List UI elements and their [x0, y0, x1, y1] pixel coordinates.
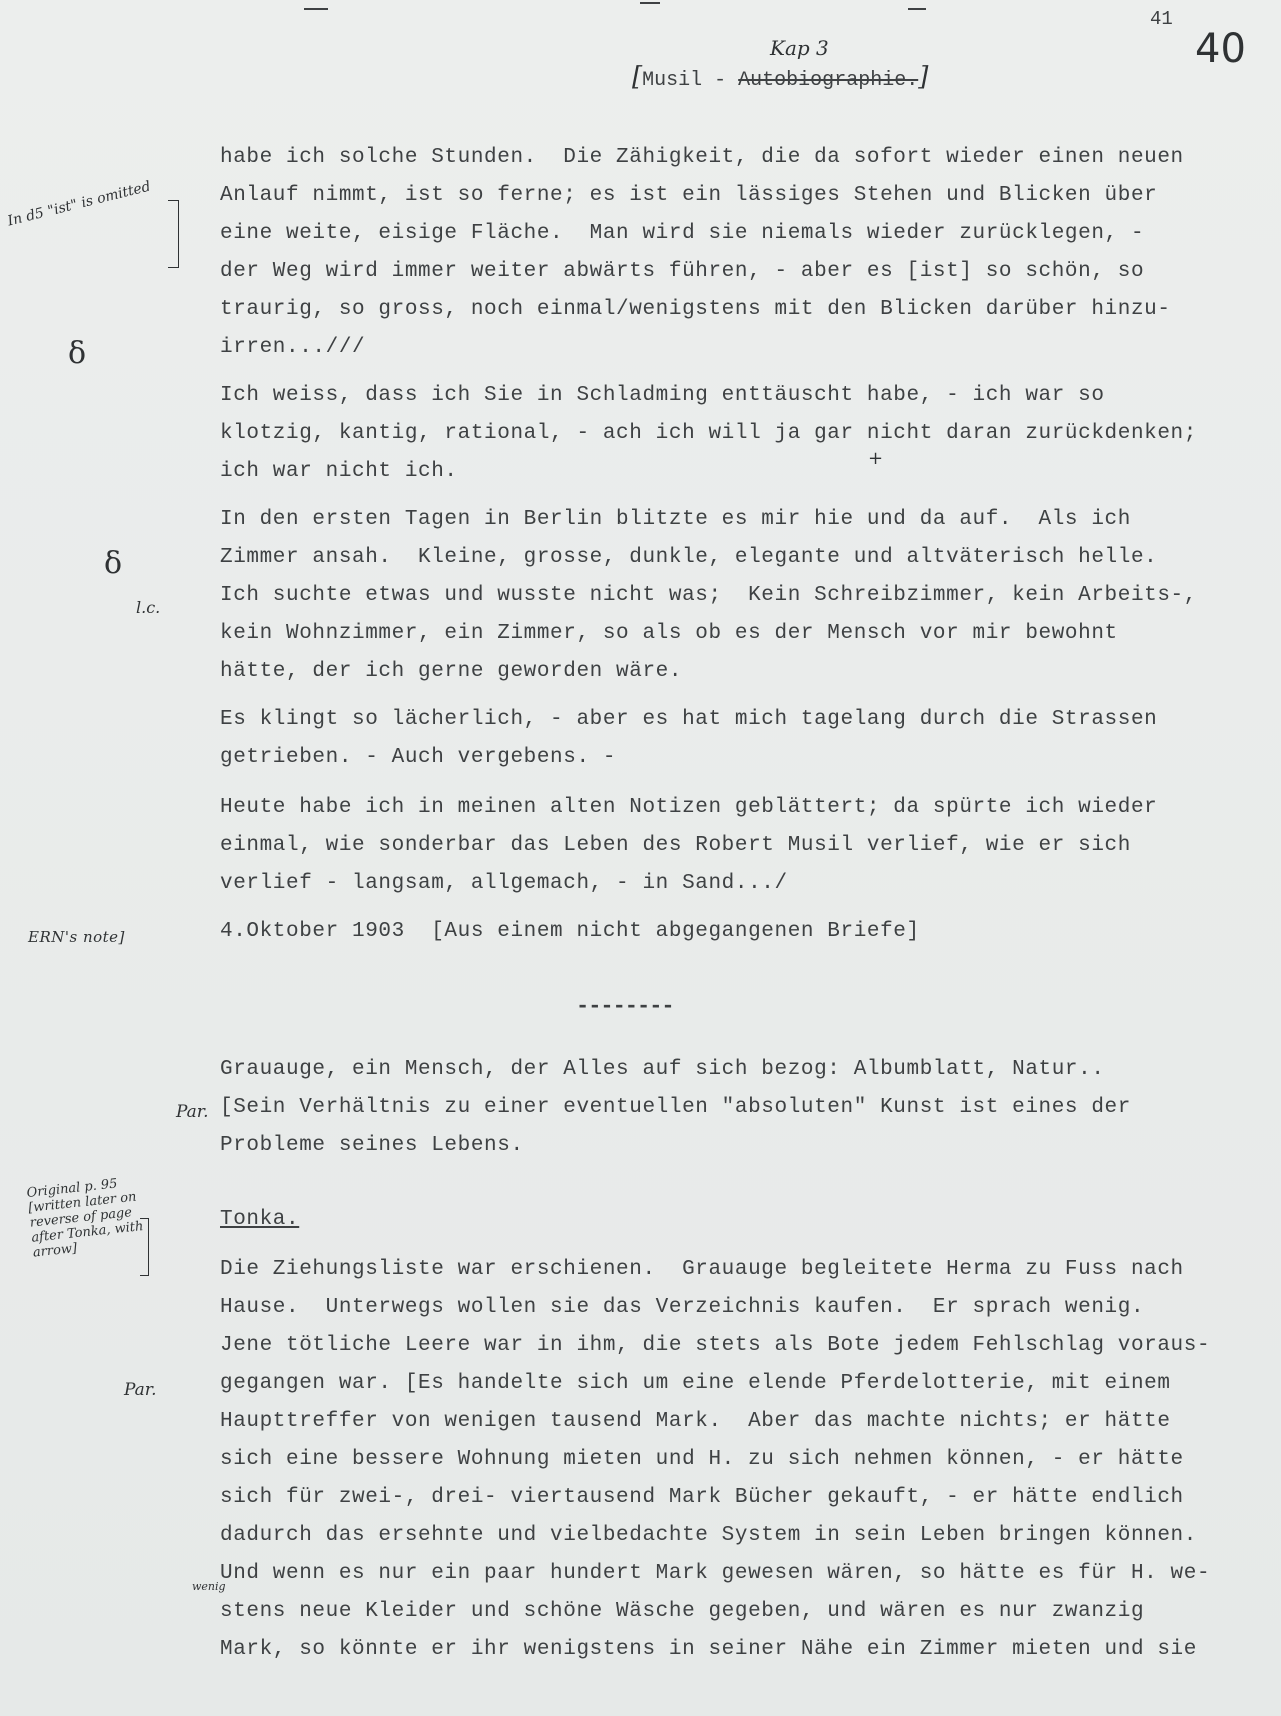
text-line: Es klingt so lächerlich, - aber es hat mich tagelang durch die Strassen [220, 708, 1158, 731]
text-line: ich war nicht ich. [220, 460, 458, 483]
page-number-handwritten: 40 [1195, 26, 1246, 72]
text-line: getrieben. - Auch vergebens. - [220, 746, 617, 769]
text-line: sich eine bessere Wohnung mieten und H. zu sich nehmen können, - er hätte [220, 1448, 1184, 1471]
text-line: irren.../// [220, 336, 366, 359]
text-line: Mark, so könnte er ihr wenigstens in seiner Nähe ein Zimmer mieten und sie [220, 1638, 1197, 1661]
text-line: habe ich solche Stunden. Die Zähigkeit, die da sofort wieder einen neuen [220, 146, 1184, 169]
text-line: Ich suchte etwas und wusste nicht was; Kein Schreibzimmer, kein Arbeits-, [220, 584, 1197, 607]
text-line: In den ersten Tagen in Berlin blitzte es mir hie und da auf. Als ich [220, 508, 1131, 531]
margin-bracket [168, 200, 179, 268]
margin-note: Par. [124, 1380, 157, 1400]
text-line: Hause. Unterwegs wollen sie das Verzeichnis kaufen. Er sprach wenig. [220, 1296, 1145, 1319]
dateline: 4.Oktober 1903 [Aus einem nicht abgegangenen Briefe] [220, 920, 920, 943]
margin-note: δ [68, 336, 87, 371]
header-struck-word: Autobiographie. [738, 69, 919, 92]
header-open-bracket: [ [632, 62, 643, 92]
text-line: Haupttreffer von wenigen tausend Mark. Aber das machte nichts; er hätte [220, 1410, 1171, 1433]
page-number-typed: 41 [1150, 8, 1173, 30]
text-line: Probleme seines Lebens. [220, 1134, 524, 1157]
margin-note: ERN's note] [28, 928, 125, 946]
text-line: [Sein Verhältnis zu einer eventuellen "absoluten" Kunst ist eines der [220, 1096, 1131, 1119]
text-line: Grauauge, ein Mensch, der Alles auf sich bezog: Albumblatt, Natur.. [220, 1058, 1105, 1081]
text-line: Ich weiss, dass ich Sie in Schladming enttäuscht habe, - ich war so [220, 384, 1105, 407]
text-line: traurig, so gross, noch einmal/wenigstens mit den Blicken darüber hinzu- [220, 298, 1171, 321]
text-line: eine weite, eisige Fläche. Man wird sie niemals wieder zurücklegen, - [220, 222, 1145, 245]
margin-note: wenig [192, 1580, 226, 1593]
text-line: Heute habe ich in meinen alten Notizen geblättert; da spürte ich wieder [220, 796, 1158, 819]
text-line: stens neue Kleider und schöne Wäsche gegeben, und wären es nur zwanzig [220, 1600, 1145, 1623]
text-line: Und wenn es nur ein paar hundert Mark gewesen wären, so hätte es für H. we- [220, 1562, 1211, 1585]
text-line: hätte, der ich gerne geworden wäre. [220, 660, 683, 683]
margin-note: δ [104, 546, 123, 581]
section-separator: -------- [576, 994, 674, 1019]
text-line: Jene tötliche Leere war in ihm, die stets als Bote jedem Fehlschlag voraus- [220, 1334, 1211, 1357]
text-line: klotzig, kantig, rational, - ach ich will ja gar nicht daran zurückdenken; [220, 422, 1197, 445]
text-line: sich für zwei-, drei- viertausend Mark Bücher gekauft, - er hätte endlich [220, 1486, 1184, 1509]
text-line: einmal, wie sonderbar das Leben des Robert Musil verlief, wie er sich [220, 834, 1131, 857]
text-line: Zimmer ansah. Kleine, grosse, dunkle, elegante und altväterisch helle. [220, 546, 1158, 569]
margin-note: Par. [176, 1102, 209, 1122]
insertion-caret: + [868, 448, 884, 469]
margin-note: In d5 "ist" is omitted [6, 178, 153, 230]
text-line: Anlauf nimmt, ist so ferne; es ist ein lässiges Stehen und Blicken über [220, 184, 1158, 207]
text-line: gegangen war. [Es handelte sich um eine elende Pferdelotterie, mit einem [220, 1372, 1171, 1395]
text-line: dadurch das ersehnte und vielbedachte System in sein Leben bringen können. [220, 1524, 1197, 1547]
margin-note: Original p. 95 [written later on reverse of page after Tonka, with arrow] [26, 1176, 145, 1261]
text-line: Die Ziehungsliste war erschienen. Grauauge begleitete Herma zu Fuss nach [220, 1258, 1184, 1281]
margin-note: l.c. [136, 598, 161, 617]
header-prefix: Musil - [642, 69, 739, 92]
text-line: der Weg wird immer weiter abwärts führen, - aber es [ist] so schön, so [220, 260, 1145, 283]
text-line: kein Wohnzimmer, ein Zimmer, so als ob es der Mensch vor mir bewohnt [220, 622, 1118, 645]
section-heading: Tonka. [220, 1208, 300, 1231]
text-line: verlief - langsam, allgemach, - in Sand.../ [220, 872, 788, 895]
header-annotation: Kap 3 [770, 36, 829, 60]
margin-bracket [140, 1218, 149, 1276]
header-close-bracket: ] [918, 62, 929, 92]
